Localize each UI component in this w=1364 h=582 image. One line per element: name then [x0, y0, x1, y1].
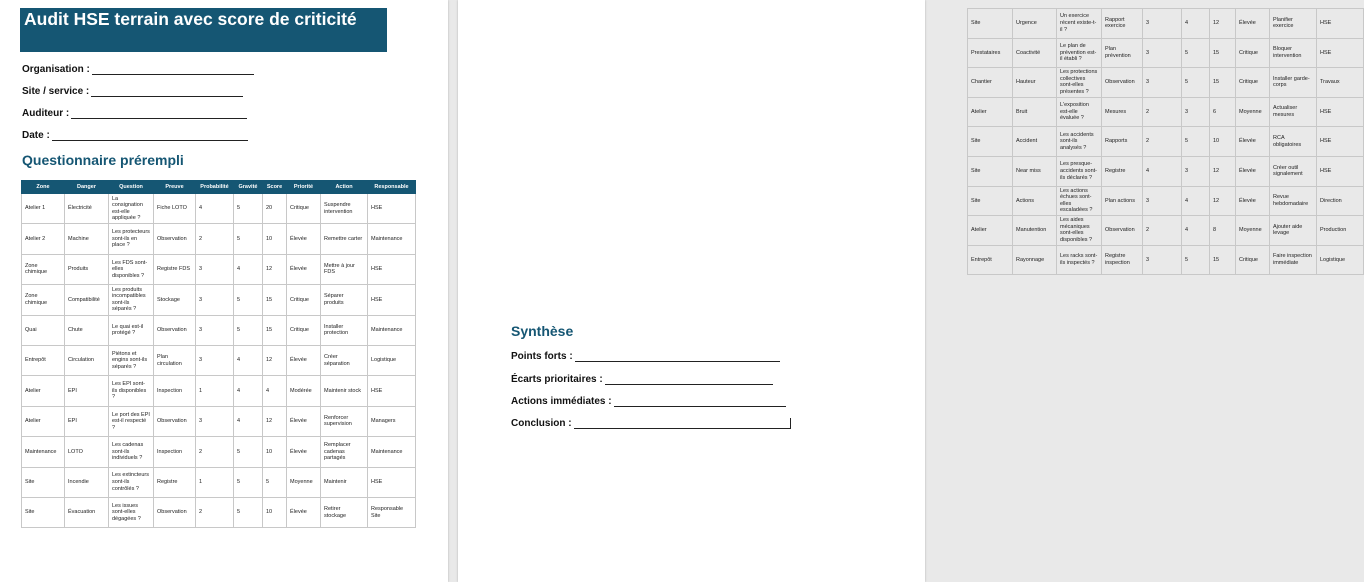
- table-cell: Critique: [1236, 245, 1270, 275]
- points-forts-label: Points forts :: [511, 351, 573, 362]
- table-cell: HSE: [1317, 97, 1364, 127]
- table-cell: Chute: [65, 315, 109, 345]
- table-cell: 3: [1143, 245, 1182, 275]
- table-cell: 4: [234, 345, 263, 375]
- table-cell: Managers: [368, 406, 416, 436]
- table-cell: Responsable Site: [368, 497, 416, 527]
- table-row: [22, 437, 416, 467]
- table-body: [968, 9, 1364, 275]
- table-cell: Chantier: [968, 68, 1013, 98]
- table-cell: 4: [1143, 156, 1182, 186]
- table-cell: Suspendre intervention: [321, 194, 368, 224]
- table-row: [22, 467, 416, 497]
- table-cell: Évacuation: [65, 497, 109, 527]
- table-cell: 3: [1182, 97, 1210, 127]
- table-row: [968, 97, 1364, 127]
- table-cell: Installer garde-corps: [1270, 68, 1317, 98]
- table-row: [968, 245, 1364, 275]
- table-cell: 3: [1143, 38, 1182, 68]
- site-service-line[interactable]: [91, 86, 243, 97]
- table-cell: Critique: [287, 285, 321, 315]
- table-cell: Observation: [154, 497, 196, 527]
- table-cell: Compatibilité: [65, 285, 109, 315]
- table-cell: 3: [196, 345, 234, 375]
- table-row: [22, 224, 416, 254]
- table-cell: 15: [1210, 38, 1236, 68]
- table-cell: Observation: [1102, 216, 1143, 246]
- table-cell: Incendie: [65, 467, 109, 497]
- table-cell: Faire inspection immédiate: [1270, 245, 1317, 275]
- table-cell: Remettre carter: [321, 224, 368, 254]
- table-cell: RCA obligatoires: [1270, 127, 1317, 157]
- table-cell: Retirer stockage: [321, 497, 368, 527]
- table-cell: Quai: [22, 315, 65, 345]
- table-cell: Les FDS sont-elles disponibles ?: [109, 254, 154, 284]
- table-cell: Atelier: [968, 97, 1013, 127]
- table-cell: Atelier: [22, 376, 65, 406]
- column-header: Gravité: [234, 181, 263, 194]
- table-cell: 3: [196, 285, 234, 315]
- actions-immediates-field[interactable]: [511, 396, 786, 407]
- table-cell: 4: [1182, 216, 1210, 246]
- column-header: Responsable: [368, 181, 416, 194]
- table-cell: 12: [263, 406, 287, 436]
- table-cell: Observation: [154, 315, 196, 345]
- table-cell: Zone chimique: [22, 285, 65, 315]
- table-cell: 12: [1210, 186, 1236, 216]
- table-row: [22, 406, 416, 436]
- table-cell: Les protecteurs sont-ils en place ?: [109, 224, 154, 254]
- table-cell: Near miss: [1013, 156, 1057, 186]
- auditeur-field[interactable]: [22, 108, 247, 119]
- table-cell: 4: [234, 376, 263, 406]
- table-cell: Prestataires: [968, 38, 1013, 68]
- table-cell: Les racks sont-ils inspectés ?: [1057, 245, 1102, 275]
- table-cell: Plan actions: [1102, 186, 1143, 216]
- table-cell: 5: [234, 194, 263, 224]
- table-cell: Les EPI sont-ils disponibles ?: [109, 376, 154, 406]
- table-cell: 12: [263, 345, 287, 375]
- table-cell: 5: [1182, 38, 1210, 68]
- table-cell: Site: [968, 127, 1013, 157]
- column-header: Probabilité: [196, 181, 234, 194]
- table-cell: Un exercice récent existe-t-il ?: [1057, 9, 1102, 39]
- table-cell: Site: [22, 497, 65, 527]
- table-cell: 5: [234, 437, 263, 467]
- table-cell: 2: [1143, 127, 1182, 157]
- table-row: [22, 254, 416, 284]
- table-cell: 3: [1143, 9, 1182, 39]
- table-cell: 5: [234, 224, 263, 254]
- table-cell: Installer protection: [321, 315, 368, 345]
- table-row: [22, 376, 416, 406]
- table-cell: Élevée: [1236, 9, 1270, 39]
- table-cell: Rapport exercice: [1102, 9, 1143, 39]
- table-cell: Entrepôt: [968, 245, 1013, 275]
- table-cell: Critique: [1236, 68, 1270, 98]
- table-cell: Créer outil signalement: [1270, 156, 1317, 186]
- table-cell: HSE: [368, 467, 416, 497]
- table-cell: Site: [968, 9, 1013, 39]
- table-cell: 3: [196, 406, 234, 436]
- table-cell: 4: [234, 406, 263, 436]
- table-cell: 10: [263, 224, 287, 254]
- table-cell: Élevée: [1236, 127, 1270, 157]
- table-cell: HSE: [1317, 127, 1364, 157]
- auditeur-label: Auditeur :: [22, 108, 70, 119]
- date-field[interactable]: [22, 130, 248, 141]
- table-cell: Élevée: [287, 345, 321, 375]
- table-cell: 5: [234, 285, 263, 315]
- table-cell: 5: [234, 467, 263, 497]
- table-cell: 2: [196, 497, 234, 527]
- table-cell: Élevée: [287, 497, 321, 527]
- table-cell: Modérée: [287, 376, 321, 406]
- table-cell: 1: [196, 467, 234, 497]
- table-cell: 5: [234, 315, 263, 345]
- document-title: Audit HSE terrain avec score de criticité: [20, 8, 387, 52]
- column-header: Danger: [65, 181, 109, 194]
- table-cell: HSE: [1317, 156, 1364, 186]
- column-header: Action: [321, 181, 368, 194]
- table-cell: HSE: [368, 376, 416, 406]
- table-cell: Le quai est-il protégé ?: [109, 315, 154, 345]
- table-cell: 10: [263, 497, 287, 527]
- table-cell: Rayonnage: [1013, 245, 1057, 275]
- table-cell: Registre inspection: [1102, 245, 1143, 275]
- table-cell: Entrepôt: [22, 345, 65, 375]
- table-cell: Observation: [154, 406, 196, 436]
- table-cell: 4: [1182, 9, 1210, 39]
- table-cell: Observation: [1102, 68, 1143, 98]
- table-cell: Maintenir: [321, 467, 368, 497]
- table-cell: Site: [968, 156, 1013, 186]
- table-cell: 2: [1143, 216, 1182, 246]
- table-cell: Les cadenas sont-ils individuels ?: [109, 437, 154, 467]
- table-cell: Élevée: [287, 224, 321, 254]
- actions-immediates-line[interactable]: [614, 396, 786, 407]
- table-cell: Circulation: [65, 345, 109, 375]
- table-cell: Coactivité: [1013, 38, 1057, 68]
- table-cell: Atelier: [968, 216, 1013, 246]
- table-cell: HSE: [1317, 9, 1364, 39]
- table-cell: 3: [1143, 186, 1182, 216]
- table-cell: Les actions échues sont-elles escaladées ?: [1057, 186, 1102, 216]
- table-cell: Maintenance: [368, 437, 416, 467]
- table-cell: Produits: [65, 254, 109, 284]
- conclusion-label: Conclusion :: [511, 418, 572, 429]
- table-cell: Registre: [1102, 156, 1143, 186]
- table-cell: HSE: [368, 194, 416, 224]
- table-cell: Élevée: [287, 406, 321, 436]
- table-cell: 4: [263, 376, 287, 406]
- table-cell: Logistique: [368, 345, 416, 375]
- table-row: [968, 9, 1364, 39]
- table-cell: Atelier 1: [22, 194, 65, 224]
- auditeur-line[interactable]: [71, 108, 247, 119]
- table-cell: Maintenir stock: [321, 376, 368, 406]
- table-cell: Moyenne: [1236, 216, 1270, 246]
- table-cell: Piétons et engins sont-ils séparés ?: [109, 345, 154, 375]
- table-cell: Critique: [1236, 38, 1270, 68]
- table-cell: Rapports: [1102, 127, 1143, 157]
- points-forts-line[interactable]: [575, 351, 780, 362]
- column-header: Question: [109, 181, 154, 194]
- column-header: Preuve: [154, 181, 196, 194]
- table-cell: Revue hebdomadaire: [1270, 186, 1317, 216]
- table-cell: Direction: [1317, 186, 1364, 216]
- site-service-field[interactable]: [22, 86, 243, 97]
- table-cell: Le port des EPI est-il respecté ?: [109, 406, 154, 436]
- table-cell: Registre FDS: [154, 254, 196, 284]
- table-cell: 4: [234, 254, 263, 284]
- table-cell: HSE: [368, 254, 416, 284]
- table-cell: Planifier exercice: [1270, 9, 1317, 39]
- table-cell: 5: [1182, 245, 1210, 275]
- points-forts-field[interactable]: [511, 351, 780, 362]
- ecarts-prioritaires-field[interactable]: [511, 374, 773, 385]
- table-cell: Inspection: [154, 376, 196, 406]
- date-label: Date :: [22, 130, 50, 141]
- table-cell: Moyenne: [1236, 97, 1270, 127]
- table-cell: Atelier: [22, 406, 65, 436]
- table-row: [968, 38, 1364, 68]
- table-cell: 2: [196, 224, 234, 254]
- table-cell: Zone chimique: [22, 254, 65, 284]
- table-cell: Les produits incompatibles sont-ils séparés ?: [109, 285, 154, 315]
- table-cell: Élevée: [1236, 186, 1270, 216]
- table-cell: 6: [1210, 97, 1236, 127]
- table-cell: 12: [1210, 156, 1236, 186]
- table-cell: Ajouter aide levage: [1270, 216, 1317, 246]
- table-row: [968, 186, 1364, 216]
- table-cell: Mettre à jour FDS: [321, 254, 368, 284]
- table-cell: Production: [1317, 216, 1364, 246]
- ecarts-prioritaires-line[interactable]: [605, 374, 773, 385]
- table-cell: 20: [263, 194, 287, 224]
- table-cell: Actualiser mesures: [1270, 97, 1317, 127]
- table-cell: Mesures: [1102, 97, 1143, 127]
- table-cell: 12: [1210, 9, 1236, 39]
- table-cell: 5: [234, 497, 263, 527]
- questionnaire-table-page1: [21, 180, 416, 528]
- table-row: [22, 194, 416, 224]
- table-header-row: [22, 181, 416, 194]
- table-cell: 3: [1182, 156, 1210, 186]
- table-cell: Électricité: [65, 194, 109, 224]
- table-cell: 15: [263, 285, 287, 315]
- table-cell: Les accidents sont-ils analysés ?: [1057, 127, 1102, 157]
- table-row: [968, 68, 1364, 98]
- column-header: Score: [263, 181, 287, 194]
- table-cell: Remplacer cadenas partagés: [321, 437, 368, 467]
- table-cell: Stockage: [154, 285, 196, 315]
- table-row: [968, 156, 1364, 186]
- table-cell: Maintenance: [368, 315, 416, 345]
- table-cell: 3: [196, 254, 234, 284]
- table-cell: Maintenance: [368, 224, 416, 254]
- table-cell: Site: [968, 186, 1013, 216]
- table-cell: Élevée: [287, 437, 321, 467]
- table-row: [968, 127, 1364, 157]
- ecarts-prioritaires-label: Écarts prioritaires :: [511, 374, 603, 385]
- table-cell: 8: [1210, 216, 1236, 246]
- page-2: [458, 0, 1347, 582]
- table-cell: 15: [1210, 68, 1236, 98]
- table-cell: 15: [1210, 245, 1236, 275]
- table-cell: Manutention: [1013, 216, 1057, 246]
- table-cell: Créer séparation: [321, 345, 368, 375]
- table-cell: La consignation est-elle appliquée ?: [109, 194, 154, 224]
- table-cell: 2: [1143, 97, 1182, 127]
- table-cell: 15: [263, 315, 287, 345]
- table-cell: 5: [1182, 68, 1210, 98]
- table-row: [968, 216, 1364, 246]
- column-header: Zone: [22, 181, 65, 194]
- table-cell: 5: [1182, 127, 1210, 157]
- table-row: [22, 345, 416, 375]
- table-cell: 5: [263, 467, 287, 497]
- table-cell: Hauteur: [1013, 68, 1057, 98]
- synthese-title: Synthèse: [511, 323, 574, 339]
- table-cell: L'exposition est-elle évaluée ?: [1057, 97, 1102, 127]
- table-cell: Atelier 2: [22, 224, 65, 254]
- conclusion-line[interactable]: [574, 418, 791, 429]
- conclusion-field[interactable]: [511, 418, 791, 429]
- table-cell: Élevée: [1236, 156, 1270, 186]
- table-row: [22, 497, 416, 527]
- table-cell: Plan prévention: [1102, 38, 1143, 68]
- organisation-field[interactable]: [22, 64, 254, 75]
- table-cell: Les issues sont-elles dégagées ?: [109, 497, 154, 527]
- table-cell: Élevée: [287, 254, 321, 284]
- table-cell: Observation: [154, 224, 196, 254]
- table-cell: Plan circulation: [154, 345, 196, 375]
- table-cell: Les protections collectives sont-elles présentes ?: [1057, 68, 1102, 98]
- table-cell: Bruit: [1013, 97, 1057, 127]
- table-cell: Critique: [287, 194, 321, 224]
- table-cell: LOTO: [65, 437, 109, 467]
- table-cell: Le plan de prévention est-il établi ?: [1057, 38, 1102, 68]
- table-cell: 10: [1210, 127, 1236, 157]
- table-cell: Séparer produits: [321, 285, 368, 315]
- table-cell: Les presque-accidents sont-ils déclarés ?: [1057, 156, 1102, 186]
- organisation-label: Organisation :: [22, 64, 90, 75]
- table-cell: 12: [263, 254, 287, 284]
- actions-immediates-label: Actions immédiates :: [511, 396, 612, 407]
- table-cell: Logistique: [1317, 245, 1364, 275]
- table-cell: 1: [196, 376, 234, 406]
- table-cell: 10: [263, 437, 287, 467]
- table-cell: 2: [196, 437, 234, 467]
- table-cell: 4: [196, 194, 234, 224]
- table-cell: Maintenance: [22, 437, 65, 467]
- table-cell: Les extincteurs sont-ils contrôlés ?: [109, 467, 154, 497]
- table-cell: EPI: [65, 376, 109, 406]
- table-cell: Travaux: [1317, 68, 1364, 98]
- organisation-line[interactable]: [92, 64, 254, 75]
- table-cell: Site: [22, 467, 65, 497]
- table-cell: HSE: [1317, 38, 1364, 68]
- table-cell: Bloquer intervention: [1270, 38, 1317, 68]
- table-cell: Fiche LOTO: [154, 194, 196, 224]
- table-body: [22, 194, 416, 528]
- table-cell: Moyenne: [287, 467, 321, 497]
- table-cell: HSE: [368, 285, 416, 315]
- table-cell: Urgence: [1013, 9, 1057, 39]
- table-cell: Critique: [287, 315, 321, 345]
- questionnaire-table-page2: [967, 8, 1364, 275]
- table-cell: Accident: [1013, 127, 1057, 157]
- table-cell: 3: [1143, 68, 1182, 98]
- date-line[interactable]: [52, 130, 248, 141]
- site-service-label: Site / service :: [22, 86, 90, 97]
- table-cell: Actions: [1013, 186, 1057, 216]
- table-row: [22, 285, 416, 315]
- table-cell: EPI: [65, 406, 109, 436]
- table-cell: Les aides mécaniques sont-elles disponibles ?: [1057, 216, 1102, 246]
- questionnaire-title: Questionnaire prérempli: [22, 152, 184, 168]
- table-row: [22, 315, 416, 345]
- table-cell: Renforcer supervision: [321, 406, 368, 436]
- column-header: Priorité: [287, 181, 321, 194]
- table-cell: 3: [196, 315, 234, 345]
- table-cell: Inspection: [154, 437, 196, 467]
- page-1: [0, 0, 448, 582]
- table-cell: Registre: [154, 467, 196, 497]
- table-cell: Machine: [65, 224, 109, 254]
- table-cell: 4: [1182, 186, 1210, 216]
